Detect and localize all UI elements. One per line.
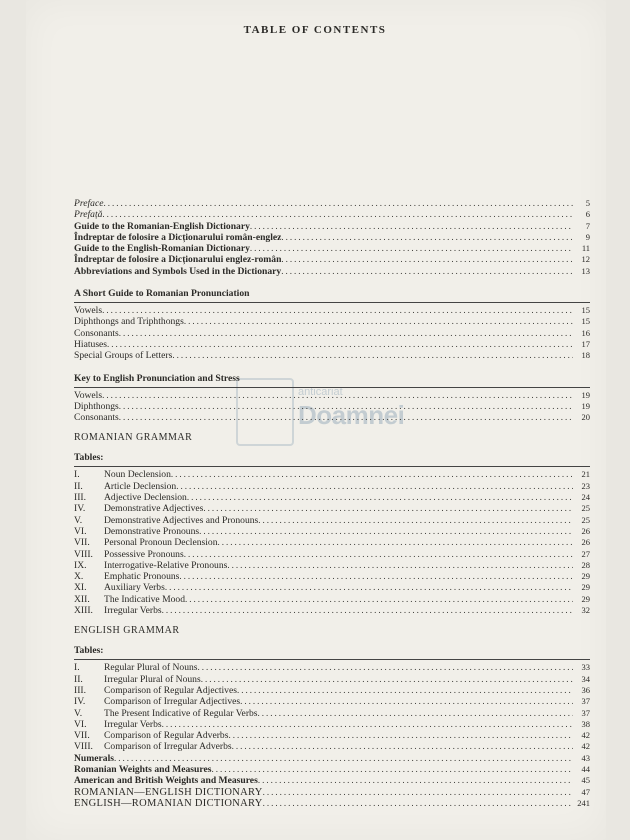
toc-entry-label	[74, 305, 102, 316]
toc-entry	[74, 549, 590, 560]
toc-entry-number: III.	[74, 492, 86, 504]
toc-entry-label	[74, 515, 258, 526]
toc-entry	[74, 526, 590, 537]
toc-entry-page: 5	[585, 198, 590, 208]
toc-entry-text: Hiatuses	[74, 338, 108, 350]
toc-entry-text: Îndreptar de folosire a Dicționarului englez-român	[74, 254, 282, 266]
toc-entry-text: Romanian Weights and Measures	[74, 763, 212, 775]
toc-entry-page: 32	[581, 605, 590, 616]
toc-entry	[74, 674, 590, 685]
toc-entry-label	[74, 605, 162, 616]
toc-entry	[74, 390, 590, 401]
toc-entry-text: Demonstrative Pronouns	[104, 525, 200, 537]
toc-entry-number: IV.	[74, 696, 86, 708]
toc-entry-label	[74, 549, 184, 560]
toc-entry-label	[74, 401, 119, 412]
toc-entry-page: 34	[581, 673, 590, 684]
toc-entry-page: 17	[581, 338, 590, 349]
toc-entry-text: American and British Weights and Measures	[74, 775, 258, 787]
toc-entry-label	[74, 503, 203, 514]
dot-leader	[281, 266, 573, 277]
toc-entry-number: XI.	[74, 582, 87, 594]
toc-entry-label	[74, 685, 237, 696]
toc-entry-label	[74, 753, 114, 764]
toc-entry-text: Consonants	[74, 327, 119, 339]
toc-entry-text: Preface	[74, 198, 104, 209]
toc-entry-number: V.	[74, 707, 83, 719]
toc-entry-page: 19	[581, 400, 590, 411]
toc-entry-text: Prefață	[74, 209, 103, 221]
toc-entry-label	[74, 469, 171, 480]
toc-entry-label	[74, 209, 102, 220]
toc-entry-text: Possessive Pronouns	[104, 548, 184, 560]
toc-entry-label	[74, 764, 211, 775]
dot-leader	[258, 515, 573, 526]
toc-entry-page: 44	[581, 763, 590, 774]
toc-entry-label	[74, 198, 103, 209]
toc-entry-label	[74, 350, 172, 361]
toc-entry-page: 25	[581, 503, 590, 514]
toc-entry	[74, 787, 590, 798]
toc-entry-label	[74, 339, 107, 350]
toc-entry	[74, 560, 590, 571]
toc-entry	[74, 662, 590, 673]
dot-leader	[119, 401, 573, 412]
toc-entry-text: Demonstrative Adjectives	[104, 503, 204, 515]
watermark-small-text: anticariat	[298, 386, 343, 398]
dot-leader	[102, 305, 573, 316]
toc-entry-label	[74, 741, 232, 752]
dot-leader	[172, 350, 573, 361]
toc-entry-number: IV.	[74, 503, 86, 515]
toc-entry-text: Comparison of Irregular Adverbs	[104, 741, 232, 753]
dot-leader	[258, 708, 573, 719]
toc-entry	[74, 775, 590, 786]
toc-entry	[74, 401, 590, 412]
toc-entry-page: 29	[581, 593, 590, 604]
dot-leader	[218, 537, 573, 548]
toc-entry-text: Comparison of Regular Adjectives	[104, 684, 237, 696]
toc-entry-page: 19	[581, 389, 590, 400]
toc-entry-text: Adjective Declension	[104, 492, 187, 504]
toc-entry-label	[74, 594, 185, 605]
toc-entry-label	[74, 492, 187, 503]
toc-entry-page: 15	[581, 305, 590, 316]
toc-entry-text: Irregular Verbs	[104, 718, 162, 730]
dot-leader	[184, 316, 573, 327]
tables-heading: Tables:	[74, 452, 104, 464]
toc-entry-page: 38	[581, 718, 590, 729]
toc-entry-text: Comparison of Regular Adverbs	[104, 730, 229, 742]
toc-entry	[74, 753, 590, 764]
dot-leader	[263, 798, 573, 809]
toc-entry-page: 12	[581, 254, 590, 265]
toc-entry-page: 21	[581, 469, 590, 480]
toc-entry-page: 24	[581, 492, 590, 503]
toc-entry	[74, 328, 590, 339]
toc-entry-number: V.	[74, 514, 83, 526]
toc-entry-page: 15	[581, 316, 590, 327]
toc-entry-text: Vowels	[74, 389, 103, 401]
toc-entry	[74, 764, 590, 775]
toc-entry-page: 37	[581, 707, 590, 718]
toc-entry-page: 42	[581, 741, 590, 752]
toc-entry-label	[74, 526, 199, 537]
toc-entry-number: XIII.	[74, 605, 93, 617]
toc-entry-page: 47	[581, 786, 590, 797]
toc-entry	[74, 209, 590, 220]
toc-entry-page: 23	[581, 480, 590, 491]
dot-leader	[185, 594, 573, 605]
dot-leader	[201, 674, 573, 685]
dot-leader	[107, 339, 573, 350]
dot-leader	[203, 503, 573, 514]
toc-entry-label	[74, 730, 228, 741]
dot-leader	[119, 328, 573, 339]
toc-entry-text: Irregular Verbs	[104, 605, 162, 617]
toc-entry	[74, 708, 590, 719]
toc-entry-text: The Indicative Mood	[104, 593, 185, 605]
toc-entry-label	[74, 662, 198, 673]
toc-entry	[74, 582, 590, 593]
toc-entry-label	[74, 481, 176, 492]
toc-entry-number: I.	[74, 662, 80, 674]
toc-entry-text: Abbreviations and Symbols Used in the Dictionary	[74, 265, 282, 277]
toc-entry	[74, 266, 590, 277]
dot-leader	[250, 221, 573, 232]
toc-entry	[74, 537, 590, 548]
toc-entry-page: 36	[581, 684, 590, 695]
dot-leader	[263, 787, 573, 798]
toc-entry-page: 26	[581, 525, 590, 536]
toc-entry-text: Emphatic Pronouns	[104, 571, 180, 583]
toc-entry-page: 20	[581, 412, 590, 423]
toc-entry-number: II.	[74, 673, 83, 685]
toc-entry-label	[74, 221, 250, 232]
toc-entry	[74, 221, 590, 232]
toc-entry-label	[74, 412, 119, 423]
toc-entry	[74, 350, 590, 361]
divider	[74, 659, 590, 660]
toc-entry-label	[74, 708, 258, 719]
toc-entry	[74, 605, 590, 616]
toc-entry-page: 45	[581, 775, 590, 786]
toc-entry-page: 13	[581, 265, 590, 276]
toc-entry-page: 43	[581, 752, 590, 763]
toc-entry-text: Guide to the English-Romanian Dictionary	[74, 243, 250, 255]
toc-entry-text: Îndreptar de folosire a Dicționarului român-englez	[74, 231, 282, 243]
dot-leader	[187, 492, 573, 503]
divider	[74, 302, 590, 303]
toc-entry	[74, 594, 590, 605]
toc-entry-label	[74, 674, 201, 685]
toc-entry	[74, 198, 590, 209]
toc-entry	[74, 503, 590, 514]
toc-entry-text: Personal Pronoun Declension	[104, 537, 218, 549]
section-heading: ROMANIAN GRAMMAR	[74, 432, 193, 444]
toc-entry	[74, 571, 590, 582]
toc-entry-number: VI.	[74, 525, 87, 537]
toc-entry	[74, 492, 590, 503]
toc-entry	[74, 515, 590, 526]
toc-entry-text: Numerals	[74, 752, 114, 764]
toc-entry-label	[74, 775, 258, 786]
dot-leader	[240, 696, 573, 707]
toc-entry-page: 6	[585, 209, 590, 220]
dot-leader	[258, 775, 573, 786]
dot-leader	[179, 571, 573, 582]
toc-entry	[74, 469, 590, 480]
toc-entry-text: Regular Plural of Nouns	[104, 662, 198, 674]
toc-entry-label	[74, 232, 281, 243]
dot-leader	[184, 549, 573, 560]
dot-leader	[103, 198, 573, 209]
toc-entry-label	[74, 316, 184, 327]
toc-entry-text: Diphthongs and Triphthongs	[74, 316, 184, 328]
toc-entry	[74, 685, 590, 696]
toc-entry-label	[74, 243, 250, 254]
toc-entry-page: 37	[581, 696, 590, 707]
dot-leader	[102, 209, 573, 220]
toc-entry-text: ENGLISH—ROMANIAN DICTIONARY	[74, 797, 263, 809]
section-heading: Key to English Pronunciation and Stress	[74, 372, 240, 384]
toc-entry	[74, 305, 590, 316]
toc-entry-text: Guide to the Romanian-English Dictionary	[74, 220, 250, 232]
toc-entry-number: III.	[74, 684, 86, 696]
toc-entry-number: VIII.	[74, 548, 93, 560]
toc-entry-number: X.	[74, 571, 84, 583]
toc-entry	[74, 243, 590, 254]
toc-entry-number: VII.	[74, 537, 90, 549]
toc-entry-page: 25	[581, 514, 590, 525]
toc-entry-text: The Present Indicative of Regular Verbs	[104, 707, 258, 719]
toc-entry	[74, 254, 590, 265]
toc-entry	[74, 696, 590, 707]
toc-entry-text: Noun Declension	[104, 469, 171, 481]
toc-entry-label	[74, 328, 119, 339]
divider	[74, 387, 590, 388]
toc-entry-page: 29	[581, 571, 590, 582]
toc-entry-text: Diphthongs	[74, 400, 119, 412]
toc-entry-number: VII.	[74, 730, 90, 742]
toc-entry-label	[74, 571, 179, 582]
dot-leader	[162, 719, 573, 730]
dot-leader	[165, 582, 573, 593]
dot-leader	[228, 730, 573, 741]
table-of-contents	[74, 198, 590, 809]
tables-heading: Tables:	[74, 645, 104, 657]
section-heading: ENGLISH GRAMMAR	[74, 625, 180, 637]
dot-leader	[119, 412, 573, 423]
toc-entry-label	[74, 798, 263, 809]
toc-entry	[74, 730, 590, 741]
toc-entry-number: XII.	[74, 593, 90, 605]
divider	[74, 466, 590, 467]
toc-entry-label	[74, 696, 240, 707]
toc-entry-page: 42	[581, 730, 590, 741]
toc-entry	[74, 232, 590, 243]
toc-entry-label	[74, 266, 281, 277]
toc-entry-text: Interrogative-Relative Pronouns	[104, 559, 228, 571]
dot-leader	[162, 605, 573, 616]
toc-entry-page: 241	[577, 797, 590, 808]
toc-entry-number: IX.	[74, 559, 87, 571]
dot-leader	[114, 753, 573, 764]
dot-leader	[237, 685, 573, 696]
section-heading: A Short Guide to Romanian Pronunciation	[74, 288, 250, 300]
dot-leader	[281, 232, 573, 243]
toc-entry-label	[74, 582, 165, 593]
dot-leader	[232, 741, 573, 752]
toc-entry-text: Auxiliary Verbs	[104, 582, 165, 594]
toc-entry-text: Vowels	[74, 305, 103, 317]
toc-entry	[74, 316, 590, 327]
dot-leader	[171, 469, 573, 480]
toc-entry-label	[74, 390, 102, 401]
toc-entry	[74, 741, 590, 752]
toc-entry-page: 28	[581, 559, 590, 570]
dot-leader	[176, 481, 573, 492]
toc-entry-text: Consonants	[74, 412, 119, 424]
toc-entry-label	[74, 537, 218, 548]
toc-entry-page: 29	[581, 582, 590, 593]
page-title: TABLE OF CONTENTS	[243, 24, 387, 36]
toc-entry-label	[74, 254, 281, 265]
toc-entry	[74, 481, 590, 492]
toc-entry	[74, 339, 590, 350]
toc-entry-number: II.	[74, 480, 83, 492]
toc-entry-page: 27	[581, 548, 590, 559]
toc-entry-label	[74, 560, 227, 571]
toc-entry	[74, 798, 590, 809]
dot-leader	[199, 526, 573, 537]
toc-entry-page: 16	[581, 327, 590, 338]
toc-entry-page: 18	[581, 350, 590, 361]
toc-entry-page: 7	[585, 220, 590, 231]
dot-leader	[250, 243, 573, 254]
dot-leader	[227, 560, 573, 571]
toc-entry-text: ROMANIAN—ENGLISH DICTIONARY	[74, 786, 263, 798]
toc-entry-text: Demonstrative Adjectives and Pronouns	[104, 514, 259, 526]
toc-entry	[74, 412, 590, 423]
toc-entry-page: 9	[585, 231, 590, 242]
toc-entry-text: Article Declension	[104, 480, 177, 492]
toc-entry-text: Comparison of Irregular Adjectives	[104, 696, 241, 708]
toc-entry-text: Irregular Plural of Nouns	[104, 673, 201, 685]
dot-leader	[198, 662, 573, 673]
dot-leader	[211, 764, 573, 775]
toc-entry-label	[74, 787, 263, 798]
toc-entry-number: I.	[74, 469, 80, 481]
toc-entry-number: VI.	[74, 718, 87, 730]
dot-leader	[281, 254, 573, 265]
dot-leader	[102, 390, 573, 401]
toc-entry-page: 33	[581, 662, 590, 673]
toc-entry-page: 26	[581, 537, 590, 548]
toc-entry	[74, 719, 590, 730]
toc-entry-text: Special Groups of Letters	[74, 350, 173, 362]
watermark-text: Doamnei	[298, 400, 405, 430]
toc-entry-page: 11	[581, 243, 590, 254]
toc-entry-number: VIII.	[74, 741, 93, 753]
toc-entry-label	[74, 719, 162, 730]
